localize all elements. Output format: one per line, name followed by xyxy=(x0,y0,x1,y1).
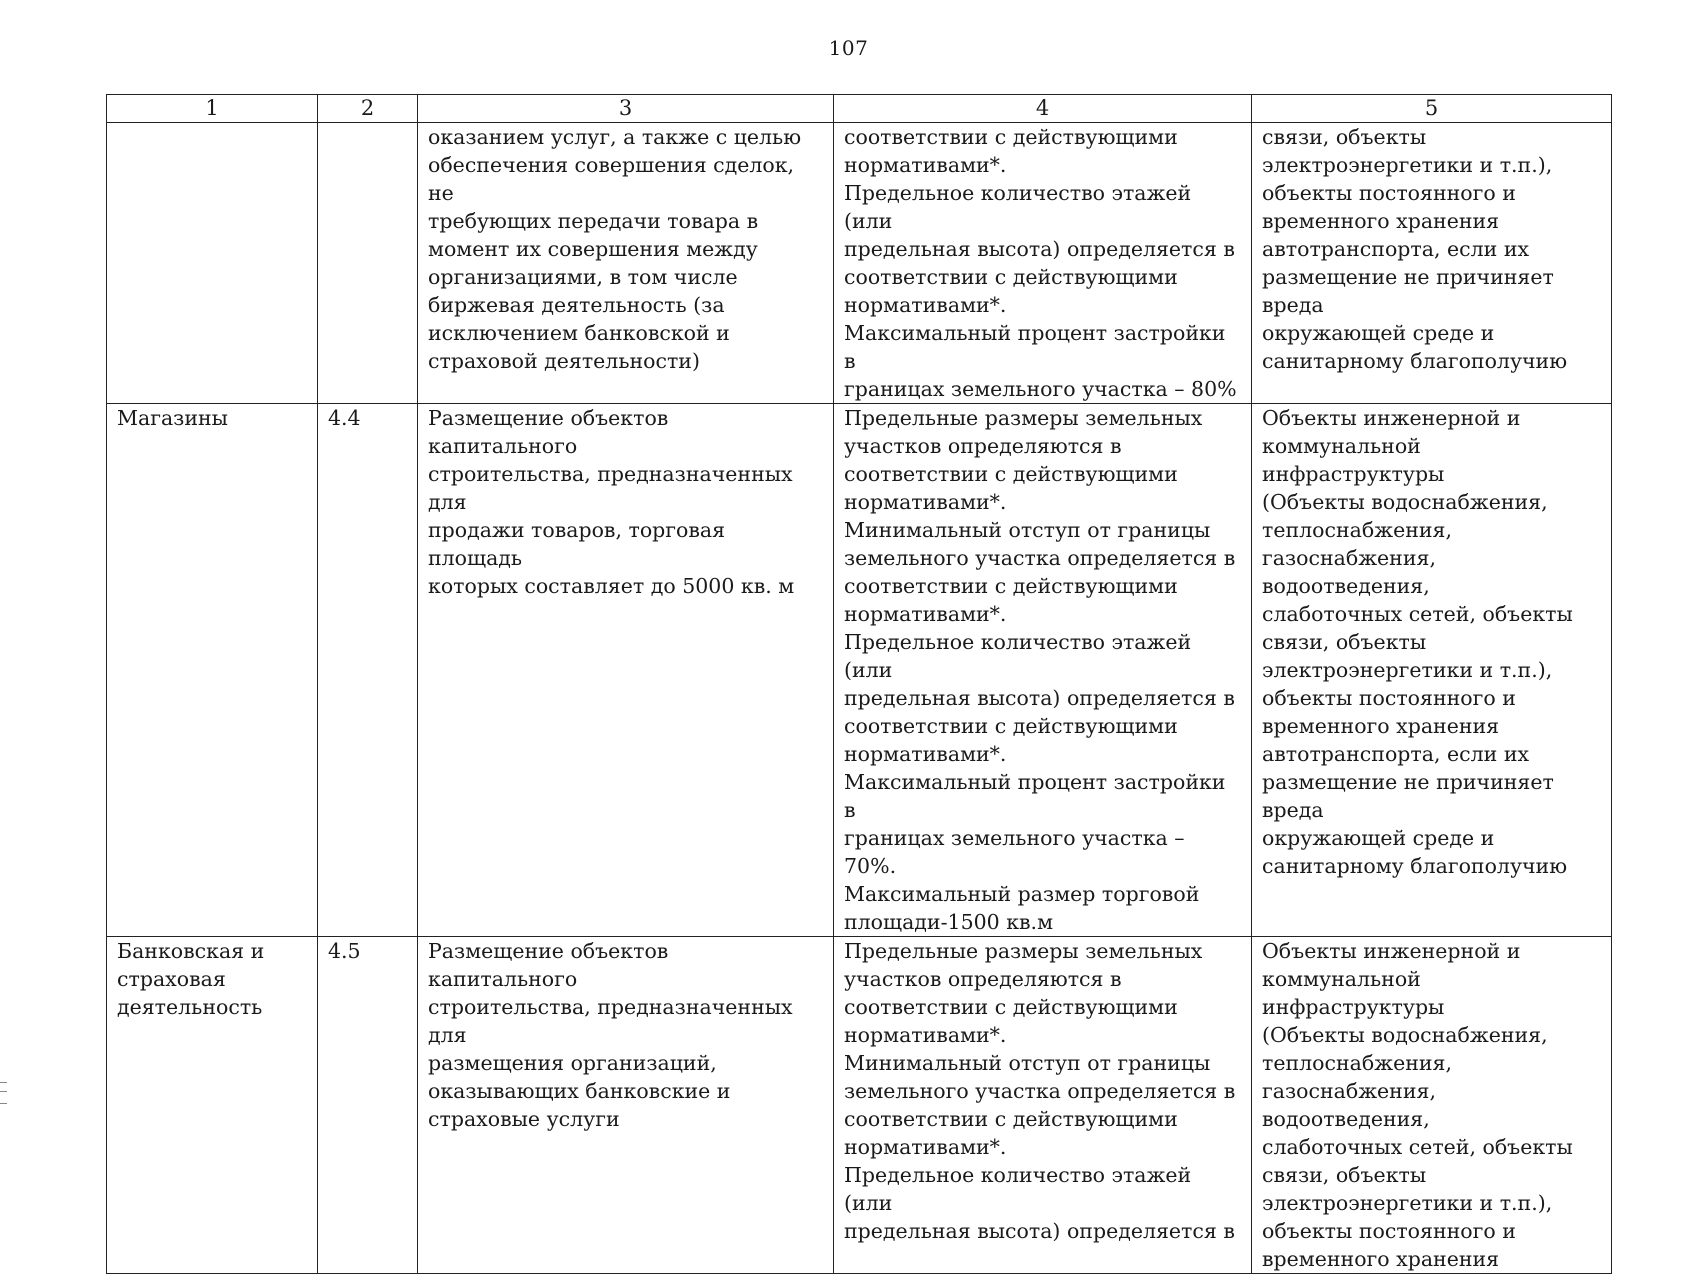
table-row xyxy=(107,404,1612,937)
parameters-cell: Предельные размеры земельных участков определяются в соответствии с действующими нормативами*. Минимальный отступ от границы земельного участка определяется в соответствии с действующими нормативами*. Предельное количество этажей (или предельная высота) определяется в соответствии с действующими нормативами*. Максимальный процент застройки в границах земельного участка – 70%. Максимальный размер торговой площади-1500 кв.м xyxy=(834,404,1252,937)
parameters-cell: соответствии с действующими нормативами*. Предельное количество этажей (или предельная высота) определяется в соответствии с действующими нормативами*. Максимальный процент застройки в границах земельного участка – 80% xyxy=(834,123,1252,404)
column-header: 4 xyxy=(834,95,1252,123)
page-number: 107 xyxy=(828,36,869,60)
parameters-cell: Предельные размеры земельных участков определяются в соответствии с действующими нормативами*. Минимальный отступ от границы земельного участка определяется в соответствии с действующими нормативами*. Предельное количество этажей (или предельная высота) определяется в xyxy=(834,937,1252,1274)
use-description-cell: Размещение объектов капитального строительства, предназначенных для продажи товаров, торговая площадь которых составляет до 5000 кв. м xyxy=(418,404,834,937)
column-header: 2 xyxy=(318,95,418,123)
table-row xyxy=(107,937,1612,1274)
use-description-cell: Размещение объектов капитального строительства, предназначенных для размещения организаций, оказывающих банковские и страховые услуги xyxy=(418,937,834,1274)
column-header: 5 xyxy=(1252,95,1612,123)
use-code-cell: 4.4 xyxy=(318,404,418,937)
table-header-row xyxy=(107,95,1612,123)
land-use-table xyxy=(106,94,1612,1274)
use-name-cell: Банковская и страховая деятельность xyxy=(107,937,318,1274)
auxiliary-uses-cell: связи, объекты электроэнергетики и т.п.), объекты постоянного и временного хранения автотранспорта, если их размещение не причиняет вреда окружающей среде и санитарному благополучию xyxy=(1252,123,1612,404)
use-name-cell: Магазины xyxy=(107,404,318,937)
use-code-cell: 4.5 xyxy=(318,937,418,1274)
column-header: 1 xyxy=(107,95,318,123)
column-header: 3 xyxy=(418,95,834,123)
table-row xyxy=(107,123,1612,404)
binding-margin-mark xyxy=(0,1082,7,1104)
use-code-cell xyxy=(318,123,418,404)
use-description-cell: оказанием услуг, а также с целью обеспечения совершения сделок, не требующих передачи товара в момент их совершения между организациями, в том числе биржевая деятельность (за исключением банковской и страховой деятельности) xyxy=(418,123,834,404)
auxiliary-uses-cell: Объекты инженерной и коммунальной инфраструктуры (Объекты водоснабжения, теплоснабжения, газоснабжения, водоотведения, слаботочных сетей, объекты связи, объекты электроэнергетики и т.п.), объекты постоянного и временного хранения автотранспорта, если их размещение не причиняет вреда окружающей среде и санитарному благополучию xyxy=(1252,404,1612,937)
auxiliary-uses-cell: Объекты инженерной и коммунальной инфраструктуры (Объекты водоснабжения, теплоснабжения, газоснабжения, водоотведения, слаботочных сетей, объекты связи, объекты электроэнергетики и т.п.), объекты постоянного и временного хранения xyxy=(1252,937,1612,1274)
use-name-cell xyxy=(107,123,318,404)
